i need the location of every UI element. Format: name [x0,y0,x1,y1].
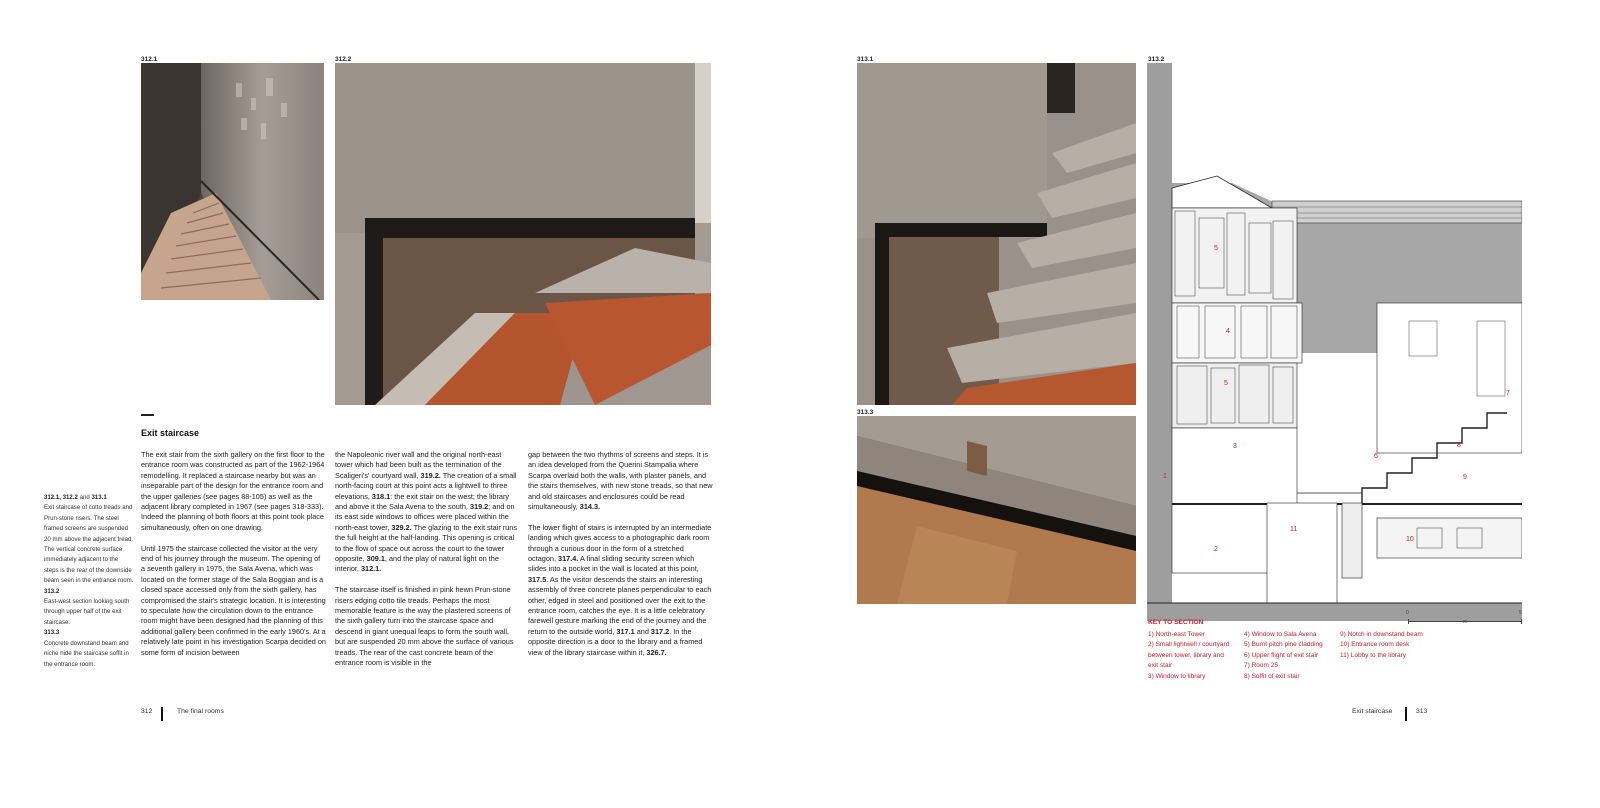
section-drawing-313-2 [1147,63,1522,621]
key-item: 8) Soffit of exit stair [1244,672,1300,680]
key-item: 4) Window to Sala Avena [1244,631,1317,638]
body-column-2 [335,450,520,679]
footer-left-title: The final rooms [177,708,224,715]
figure-label-313-1: 313.1 [857,56,874,63]
footer-left-page-number: 312 [141,708,153,715]
section-number-4: 4 [1226,328,1230,335]
footer-right-title: Exit staircase [1352,708,1393,715]
body-col1-p2: Until 1975 the staircase collected the visitor at the very end of his journey through the museum. The opening of a seventh gallery in 1975, the Sala Avena, which was located on the former stage of the Sala Boggian and is a closed space accessed only from the sixth gallery, has compromised the stair's strategic location. It is interesting to speculate how the circulation down to the entrance room might have been designed had the planning of this additional gallery been confirmed in the early 1960's. At a relatively late point in his investigation Scarpa decided on some form of incision between [141,543,326,657]
key-to-section [1148,618,1423,680]
caption-2-head: 313.2 [44,587,60,595]
scale-five: 5 [1519,610,1522,616]
key-item: 5) Burnt pitch pine cladding [1244,641,1323,649]
body-col1-p1: The exit stair from the sixth gallery on the first floor to the entrance room was constructed as part of the 1962-1964 remodelling. It replaced a staircase nearby but was an inseparable part of the design for the entrance room and the upper galleries (see pages 88-105) as well as the adjacent library completed in 1967 (see pages 318-333). Indeed the planning of both floors at this point took place simultaneously, often on one drawing. [141,450,325,532]
caption-1-head: 312.1, 312.2 and 313.1 [44,494,107,501]
key-item: 3) Window to library [1148,672,1206,680]
figure-label-313-3: 313.3 [857,409,874,416]
figure-captions [44,493,134,670]
caption-1-text: Exit staircase of cotto treads and Prun-stone risers. The steel framed screens are suspended 20 mm above the adjacent tread. The vertical concrete surface immediately adjacent to the steps is the rear of the downside beam seen in the entrance room. [44,504,134,585]
section-number-10: 10 [1406,536,1414,543]
figure-label-313-2: 313.2 [1148,56,1165,63]
key-item: 9) Notch in downstand beam [1340,631,1423,638]
section-number-9: 9 [1463,474,1467,481]
footer-right-page-number: 313 [1416,708,1428,715]
body-col2-p1: the Napoleonic river wall and the original north-east tower which had been built as the termination of the Scaligeri's' courtyard wall, 319.2. The creation of a small north-facing court at this point acts a lightwell to three elevations, 318.1: the exit stair on the west; the library and above it the Sala Avena to the south, 319.2; and on its east side windows to offices were placed within the north-east tower, 329.2. The glazing to the exit stair runs the full height at the half-landing. This opening is critical to the flow of space out across the court to the tower opposite, 309.1, and the play of natural light on the interior, 312.1. [335,450,518,574]
key-item: 10) Entrance room desk [1340,641,1410,649]
key-item: between tower, library and [1148,651,1224,659]
section-number-11: 11 [1290,526,1298,533]
section-number-5a: 5 [1214,245,1218,252]
scale-zero: 0 [1406,610,1409,616]
key-item: 11) Lobby to the library [1340,651,1406,659]
caption-2-text: East-west section looking south through upper half of the exit staircase. [44,598,130,626]
photo-313-1 [857,63,1136,405]
heading-rule [141,414,154,416]
footer-left-bar [161,707,163,721]
key-column-1 [1148,630,1238,682]
body-column-3 [528,450,713,669]
key-item: exit stair [1148,662,1173,670]
body-col3-p2: The lower flight of stairs is interrupted by an intermediate landing which gives access to a photographic dark room through a curious door in the form of a stretched octagon, 317.4. A final sliding security screen which slides into a pocket in the wall is located at this point, 317.5. As the visitor descends the stairs an interesting assembly of three concrete planes perpendicular to each other, edged in steel and positioned over the exit to the entrance room, catches the eye. It is a little celebratory farewell gesture marking the end of the journey and the return to the outside world, 317.1 and 317.2. In the opposite direction is a door to the library and a framed view of the library staircase within it, 326.7. [528,522,712,657]
photo-312-1 [141,63,324,300]
section-number-3: 3 [1233,443,1237,450]
photo-313-3 [857,416,1136,604]
section-number-6: 6 [1374,453,1378,460]
section-heading: Exit staircase [141,428,200,438]
caption-3-head: 313.3 [44,629,60,637]
key-item: 2) Small lightwell / courtyard [1148,641,1230,649]
key-item: 6) Upper flight of exit stair [1244,651,1319,659]
photo-312-2 [335,63,711,405]
scale-unit: m [1463,619,1468,625]
section-number-8: 8 [1457,442,1461,449]
key-column-3 [1340,630,1430,661]
footer-right-bar [1405,707,1407,721]
body-col2-p2: The staircase itself is finished in pink hewn Prun-stone risers edging cotto tile treads. Perhaps the most memorable feature is the way the plastered screens of the sixth gallery turn into the staircase space and descend in giant unequal leaps to form the south wall, but are suspended 20 mm above the surface of various treads. The rear of the cast concrete beam of the entrance room is visible in the [335,585,514,668]
section-number-1: 1 [1163,473,1167,480]
body-col3-p1: gap between the two rhythms of screens and steps. It is an idea developed from the Querini Stampalia where Scarpa overlaid both the walls, with plaster panels, and the stairs themselves, with new stone treads, so that new and old staircases and enclosures could be read simultaneously, 314.3. [528,450,713,512]
key-item: 1) North-east Tower [1148,631,1205,638]
caption-3-text: Concrete downstand beam and niche hide the staircase soffit in the entrance room. [44,639,129,668]
figure-label-312-1: 312.1 [141,56,158,63]
section-number-5b: 5 [1224,380,1228,387]
section-number-2: 2 [1214,546,1218,553]
key-item: 7) Room 25 [1244,662,1278,670]
key-title: KEY TO SECTION [1148,619,1204,626]
body-column-1 [141,450,326,669]
section-number-7: 7 [1506,390,1510,397]
figure-label-312-2: 312.2 [335,56,352,63]
key-column-2 [1244,630,1334,682]
